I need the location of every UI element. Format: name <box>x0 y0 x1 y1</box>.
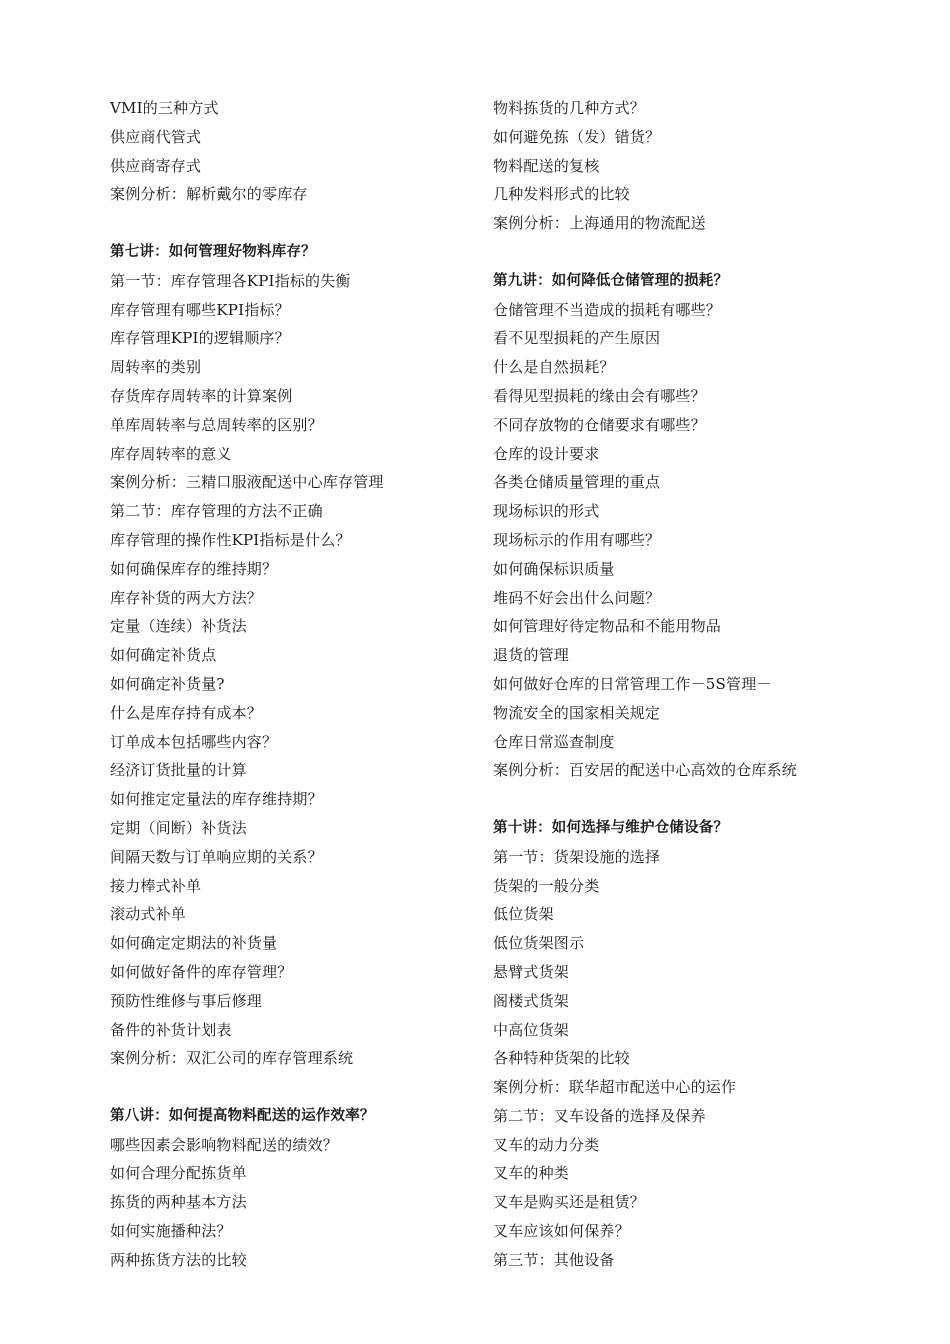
outline-item: 库存补货的两大方法？ <box>110 588 263 607</box>
outline-item: 库存管理有哪些KPI指标？ <box>110 300 290 319</box>
outline-item: 货架的一般分类 <box>493 876 600 895</box>
outline-item: 仓库的设计要求 <box>493 444 600 463</box>
outline-item: 订单成本包括哪些内容？ <box>110 732 278 751</box>
section-gap <box>110 1073 510 1102</box>
outline-item: 供应商寄存式 <box>110 156 202 175</box>
outline-item: 如何确定补货量? <box>110 674 225 693</box>
outline-item: 第二节：库存管理的方法不正确 <box>110 502 323 521</box>
lecture-heading: 第七讲：如何管理好物料库存？ <box>110 243 316 260</box>
outline-item: 如何做好仓库的日常管理工作－5S管理－ <box>493 674 772 693</box>
outline-item: 中高位货架 <box>493 1020 570 1039</box>
outline-item: 悬臂式货架 <box>493 962 570 981</box>
outline-item: 现场标识的形式 <box>493 502 600 521</box>
outline-item: 如何避免拣（发）错货？ <box>493 127 661 146</box>
lecture-heading: 第九讲：如何降低仓储管理的损耗？ <box>493 272 729 289</box>
outline-item: 不同存放物的仓储要求有哪些？ <box>493 415 706 434</box>
outline-item: 现场标示的作用有哪些？ <box>493 530 661 549</box>
outline-item: 仓库日常巡查制度 <box>493 732 615 751</box>
outline-item: 哪些因素会影响物料配送的绩效？ <box>110 1135 339 1154</box>
lecture-heading: 第十讲：如何选择与维护仓储设备？ <box>493 819 729 836</box>
outline-item: 案例分析：上海通用的物流配送 <box>493 214 706 233</box>
outline-item: 备件的补货计划表 <box>110 1020 232 1039</box>
outline-item: 如何做好备件的库存管理？ <box>110 962 293 981</box>
outline-item: 库存管理的操作性KPI指标是什么？ <box>110 530 351 549</box>
outline-item: 接力棒式补单 <box>110 876 202 895</box>
outline-item: 库存管理KPI的逻辑顺序？ <box>110 329 290 348</box>
outline-item: 叉车的动力分类 <box>493 1135 600 1154</box>
outline-item: 几种发料形式的比较 <box>493 185 630 204</box>
outline-item: 如何确定定期法的补货量 <box>110 934 278 953</box>
outline-item: 拣货的两种基本方法 <box>110 1193 247 1212</box>
left-column <box>110 94 510 1275</box>
outline-item: 滚动式补单 <box>110 905 187 924</box>
outline-item: 案例分析：双汇公司的库存管理系统 <box>110 1049 354 1068</box>
outline-item: 案例分析：联华超市配送中心的运作 <box>493 1078 737 1097</box>
outline-item: 第一节：货架设施的选择 <box>493 847 661 866</box>
outline-item: 第二节：叉车设备的选择及保养 <box>493 1106 706 1125</box>
section-gap <box>493 785 893 814</box>
outline-item: 叉车是购买还是租赁？ <box>493 1193 646 1212</box>
outline-item: 阁楼式货架 <box>493 991 570 1010</box>
outline-item: 堆码不好会出什么问题？ <box>493 588 661 607</box>
outline-item: 看得见型损耗的缘由会有哪些？ <box>493 386 706 405</box>
outline-item: 低位货架图示 <box>493 934 585 953</box>
outline-item: 各类仓储质量管理的重点 <box>493 473 661 492</box>
outline-item: 叉车应该如何保养？ <box>493 1222 630 1241</box>
outline-item: 第一节：库存管理各KPI指标的失衡 <box>110 271 351 290</box>
lecture-heading: 第八讲：如何提高物料配送的运作效率？ <box>110 1107 375 1124</box>
outline-item: 各种特种货架的比较 <box>493 1049 630 1068</box>
outline-item: 案例分析：三精口服液配送中心库存管理 <box>110 473 384 492</box>
outline-item: 如何管理好待定物品和不能用物品 <box>493 617 722 636</box>
outline-item: 如何确定补货点 <box>110 646 217 665</box>
outline-item: VMI的三种方式 <box>110 99 219 117</box>
section-gap <box>493 238 893 267</box>
outline-item: 经济订货批量的计算 <box>110 761 247 780</box>
outline-item: 如何实施播种法？ <box>110 1222 232 1241</box>
outline-item: 物料拣货的几种方式？ <box>493 99 646 117</box>
outline-item: 低位货架 <box>493 905 554 924</box>
outline-item: 存货库存周转率的计算案例 <box>110 386 293 405</box>
right-column <box>493 94 893 1275</box>
outline-item: 叉车的种类 <box>493 1164 570 1183</box>
outline-item: 退货的管理 <box>493 646 570 665</box>
outline-item: 库存周转率的意义 <box>110 444 232 463</box>
outline-item: 如何确保标识质量 <box>493 559 615 578</box>
outline-item: 供应商代管式 <box>110 127 202 146</box>
outline-item: 单库周转率与总周转率的区别？ <box>110 415 323 434</box>
outline-item: 第三节：其他设备 <box>493 1250 615 1269</box>
outline-item: 定量（连续）补货法 <box>110 617 247 636</box>
outline-item: 什么是自然损耗？ <box>493 358 615 377</box>
outline-item: 如何合理分配拣货单 <box>110 1164 247 1183</box>
outline-item: 定期（间断）补货法 <box>110 818 247 837</box>
outline-item: 预防性维修与事后修理 <box>110 991 263 1010</box>
outline-item: 案例分析：百安居的配送中心高效的仓库系统 <box>493 761 798 780</box>
outline-item: 什么是库存持有成本？ <box>110 703 263 722</box>
outline-item: 周转率的类别 <box>110 358 202 377</box>
outline-item: 物料配送的复核 <box>493 156 600 175</box>
section-gap <box>110 209 510 238</box>
outline-item: 案例分析：解析戴尔的零库存 <box>110 185 308 204</box>
outline-item: 如何推定定量法的库存维持期？ <box>110 790 323 809</box>
outline-item: 间隔天数与订单响应期的关系？ <box>110 847 323 866</box>
outline-item: 物流安全的国家相关规定 <box>493 703 661 722</box>
outline-item: 看不见型损耗的产生原因 <box>493 329 661 348</box>
outline-item: 仓储管理不当造成的损耗有哪些？ <box>493 300 722 319</box>
outline-item: 如何确保库存的维持期？ <box>110 559 278 578</box>
outline-item: 两种拣货方法的比较 <box>110 1250 247 1269</box>
